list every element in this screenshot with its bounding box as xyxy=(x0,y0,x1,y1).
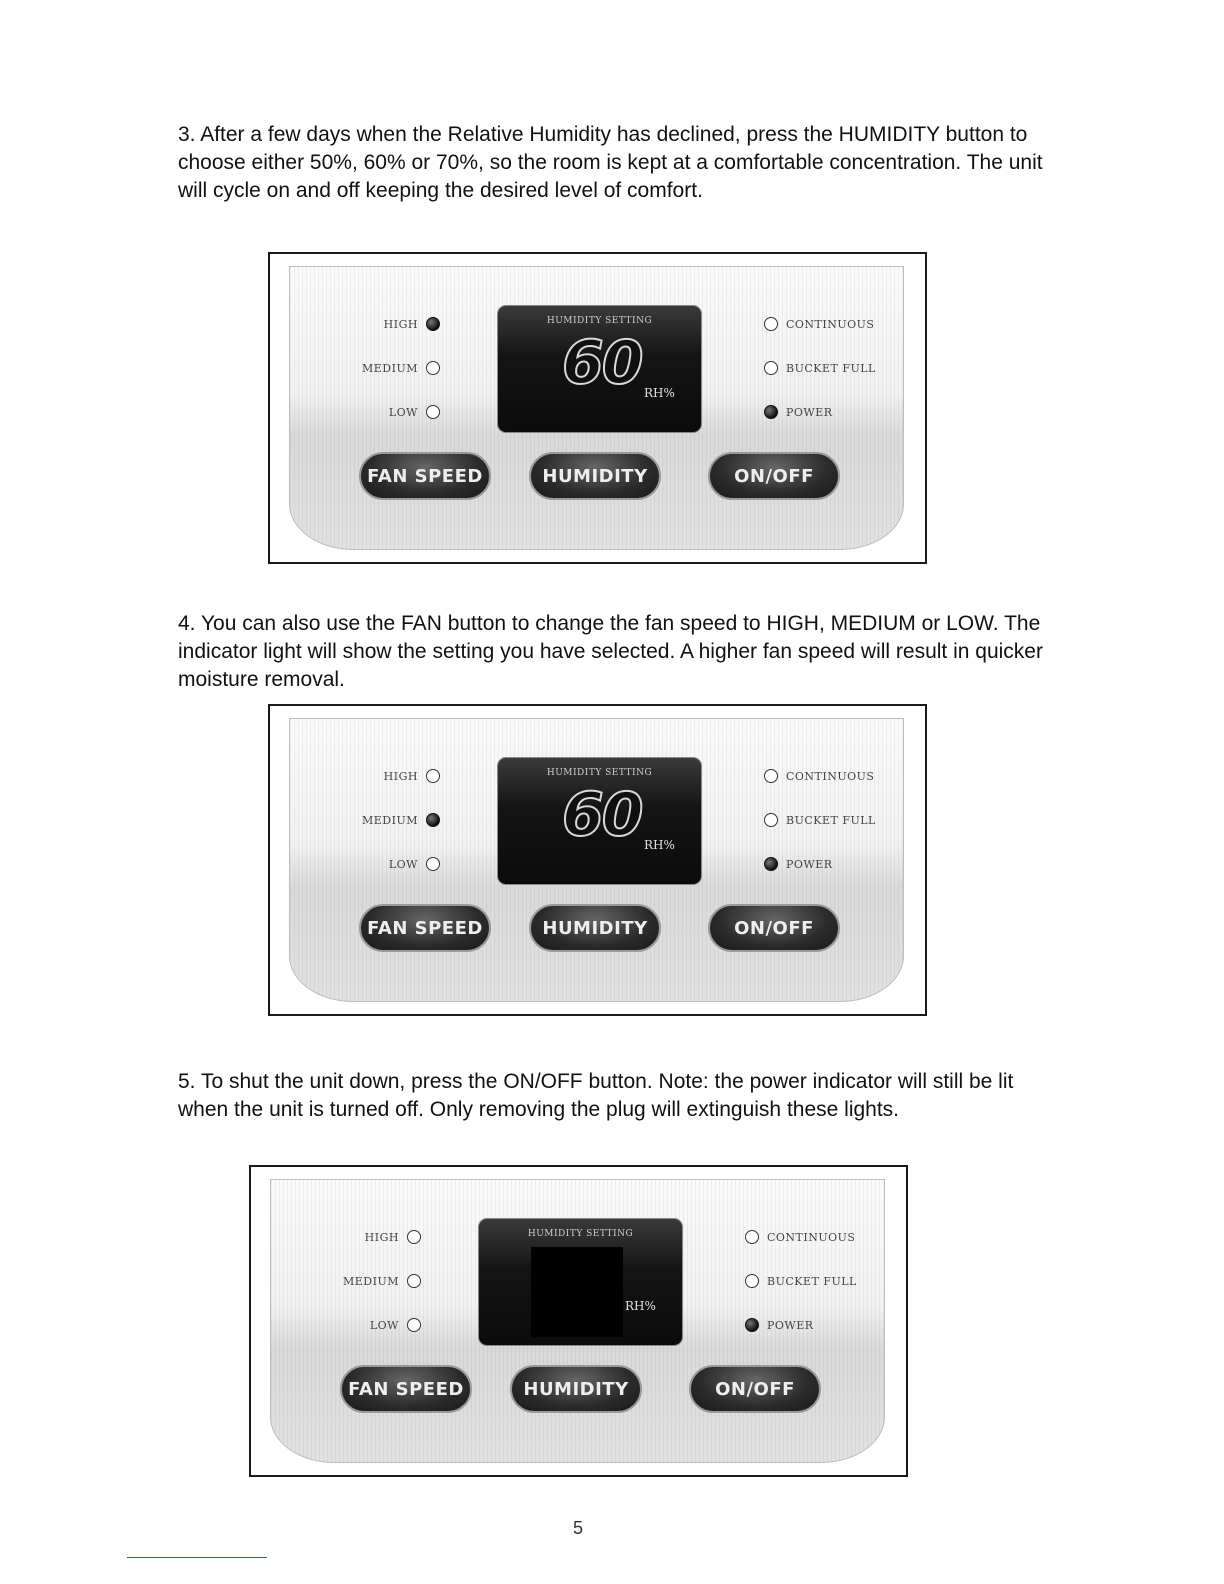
humidity-button[interactable]: HUMIDITY xyxy=(510,1365,642,1413)
fan-speed-button[interactable]: FAN SPEED xyxy=(359,452,491,500)
status-indicator-power: POWER xyxy=(764,857,833,871)
display-unit: RH% xyxy=(625,1299,656,1313)
control-panel-figure-3 xyxy=(249,1165,908,1477)
status-indicator-bucket-full: BUCKET FULL xyxy=(764,813,876,827)
step-5-text: 5. To shut the unit down, press the ON/OFF button. Note: the power indicator will still be lit when the unit is turned off. Only removing the plug will extinguish these lights. xyxy=(178,1070,1014,1121)
control-panel xyxy=(270,1179,885,1463)
fan-indicator-high: HIGH xyxy=(290,317,440,331)
fan-speed-button[interactable]: FAN SPEED xyxy=(359,904,491,952)
humidity-display xyxy=(497,757,702,885)
fan-indicator-medium: MEDIUM xyxy=(290,813,440,827)
indicator-light-off-icon xyxy=(745,1230,759,1244)
fan-indicator-low: LOW xyxy=(271,1318,421,1332)
indicator-light-off-icon xyxy=(764,317,778,331)
fan-speed-button[interactable]: FAN SPEED xyxy=(340,1365,472,1413)
fan-indicator-medium: MEDIUM xyxy=(271,1274,421,1288)
humidity-button[interactable]: HUMIDITY xyxy=(529,452,661,500)
status-indicator-bucket-full: BUCKET FULL xyxy=(745,1274,857,1288)
fan-indicator-high: HIGH xyxy=(290,769,440,783)
on-off-button[interactable]: ON/OFF xyxy=(689,1365,821,1413)
indicator-light-off-icon xyxy=(426,405,440,419)
humidity-display xyxy=(497,305,702,433)
indicator-light-off-icon xyxy=(426,857,440,871)
display-value: 60 xyxy=(562,780,642,850)
status-indicator-power: POWER xyxy=(764,405,833,419)
blank-display-area xyxy=(531,1247,623,1337)
control-panel-figure-2 xyxy=(268,704,927,1016)
indicator-light-off-icon xyxy=(426,361,440,375)
indicator-light-off-icon xyxy=(764,361,778,375)
display-title: HUMIDITY SETTING xyxy=(546,316,653,326)
indicator-light-off-icon xyxy=(426,769,440,783)
control-panel xyxy=(289,266,904,550)
indicator-light-off-icon xyxy=(764,769,778,783)
status-indicator-continuous: CONTINUOUS xyxy=(745,1230,855,1244)
indicator-light-off-icon xyxy=(407,1318,421,1332)
status-indicator-power: POWER xyxy=(745,1318,814,1332)
footer-rule xyxy=(127,1557,267,1558)
indicator-light-on-icon xyxy=(426,813,440,827)
indicator-light-off-icon xyxy=(764,813,778,827)
indicator-light-off-icon xyxy=(745,1274,759,1288)
indicator-light-on-icon xyxy=(764,405,778,419)
display-title: HUMIDITY SETTING xyxy=(546,768,653,778)
status-indicator-continuous: CONTINUOUS xyxy=(764,769,874,783)
indicator-light-off-icon xyxy=(407,1230,421,1244)
humidity-display xyxy=(478,1218,683,1346)
control-panel-figure-1 xyxy=(268,252,927,564)
indicator-light-on-icon xyxy=(745,1318,759,1332)
fan-indicator-low: LOW xyxy=(290,857,440,871)
step-4-text: 4. You can also use the FAN button to change the fan speed to HIGH, MEDIUM or LOW. The indicator light will show the setting you have selected. A higher fan speed will result in quicker moisture removal. xyxy=(178,612,1043,691)
display-unit: RH% xyxy=(644,838,675,852)
indicator-light-on-icon xyxy=(426,317,440,331)
status-indicator-bucket-full: BUCKET FULL xyxy=(764,361,876,375)
on-off-button[interactable]: ON/OFF xyxy=(708,904,840,952)
page-number: 5 xyxy=(572,1518,583,1538)
control-panel xyxy=(289,718,904,1002)
indicator-light-off-icon xyxy=(407,1274,421,1288)
fan-indicator-medium: MEDIUM xyxy=(290,361,440,375)
on-off-button[interactable]: ON/OFF xyxy=(708,452,840,500)
indicator-light-on-icon xyxy=(764,857,778,871)
humidity-button[interactable]: HUMIDITY xyxy=(529,904,661,952)
fan-indicator-low: LOW xyxy=(290,405,440,419)
display-title: HUMIDITY SETTING xyxy=(527,1229,634,1239)
status-indicator-continuous: CONTINUOUS xyxy=(764,317,874,331)
display-value: 60 xyxy=(562,328,642,398)
display-unit: RH% xyxy=(644,386,675,400)
fan-indicator-high: HIGH xyxy=(271,1230,421,1244)
step-3-text: 3. After a few days when the Relative Humidity has declined, press the HUMIDITY button to choose either 50%, 60% or 70%, so the room is kept at a comfortable concentration. The unit will cycle on and off keeping the desired level of comfort. xyxy=(178,123,1043,202)
